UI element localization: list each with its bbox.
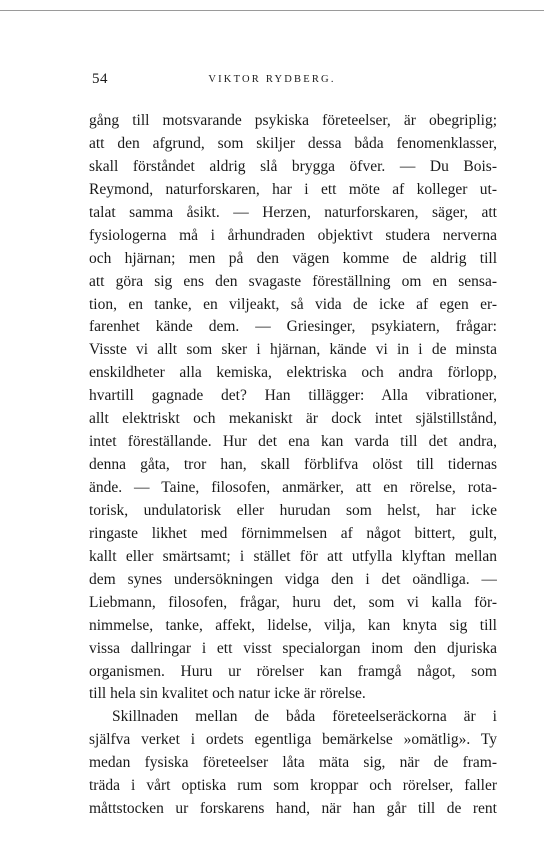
text-line: torisk, undulatorisk eller hurudan som helst, har icke: [89, 501, 497, 519]
text-line: ringaste likhet med förnimmelsen af något bittert, gult,: [89, 524, 497, 542]
text-line: enskildheter alla kemiska, elektriska och andra förlopp,: [89, 364, 497, 382]
text-line: Skillnaden mellan de båda företeelseräckorna är i: [112, 708, 497, 726]
text-line: att göra sig ens den svagaste föreställning om en sensa-: [89, 272, 497, 290]
text-line: träda i vårt optiska rum som kroppar och rörelser, faller: [89, 777, 497, 795]
text-line: tion, en tanke, en viljeakt, så vida de icke af egen er-: [89, 295, 497, 313]
text-line: farenhet kände dem. — Griesinger, psykiatern, frågar:: [89, 318, 497, 336]
top-rule: [0, 10, 544, 11]
text-line: allt elektriskt och mekaniskt är dock intet själstillstånd,: [89, 410, 497, 428]
text-line: denna gåta, tror han, skall förblifva olöst till tidernas: [89, 456, 497, 474]
text-line: fysiologerna må i århundraden objektivt studera nerverna: [89, 226, 497, 244]
text-line: själfva verket i ordets egentliga bemärkelse »omätlig». Ty: [89, 731, 497, 749]
text-line: intet föreställande. Hur det ena kan varda till det andra,: [89, 433, 497, 451]
text-line: till hela sin kvalitet och natur icke är rörelse.: [89, 685, 366, 703]
text-line: hvartill gagnade det? Han tillägger: Alla vibrationer,: [89, 387, 497, 405]
body-text: [89, 110, 497, 821]
text-line: Liebmann, filosofen, frågar, huru det, som vi kalla för-: [89, 593, 497, 611]
text-line: Reymond, naturforskaren, har i ett möte af kolleger ut-: [89, 180, 497, 198]
text-line: att den afgrund, som skiljer dessa båda fenomenklasser,: [89, 134, 497, 152]
text-line: kallt eller smärtsamt; i stället för att utfylla klyftan mellan: [89, 547, 497, 565]
text-line: gång till motsvarande psykiska företeelser, är obegriplig;: [89, 112, 497, 129]
text-line: Visste vi allt som sker i hjärnan, kände vi in i de minsta: [89, 341, 497, 359]
text-line: måttstocken ur forskarens hand, när han går till de rent: [89, 800, 497, 818]
text-line: ände. — Taine, filosofen, anmärker, att en rörelse, rota-: [89, 479, 497, 496]
running-head: VIKTOR RYDBERG.: [208, 74, 336, 85]
text-line: nimmelse, tanke, affekt, lidelse, vilja, kan knyta sig till: [89, 616, 497, 634]
text-line: skall förståndet aldrig slå brygga öfver. — Du Bois-: [89, 157, 497, 175]
text-line: talat samma åsikt. — Herzen, naturforskaren, säger, att: [89, 203, 497, 221]
text-line: dem synes undersökningen vidga den i det oändliga. —: [89, 570, 497, 588]
text-line: organismen. Huru ur rörelser kan framgå något, som: [89, 662, 497, 680]
text-line: och hjärnan; men på den vägen komme de aldrig till: [89, 249, 497, 267]
text-line: medan fysiska företeelser låta mäta sig, när de fram-: [89, 754, 497, 772]
text-line: vissa dallringar i ett visst specialorgan inom den djuriska: [89, 639, 497, 657]
page-number: 54: [92, 71, 108, 87]
